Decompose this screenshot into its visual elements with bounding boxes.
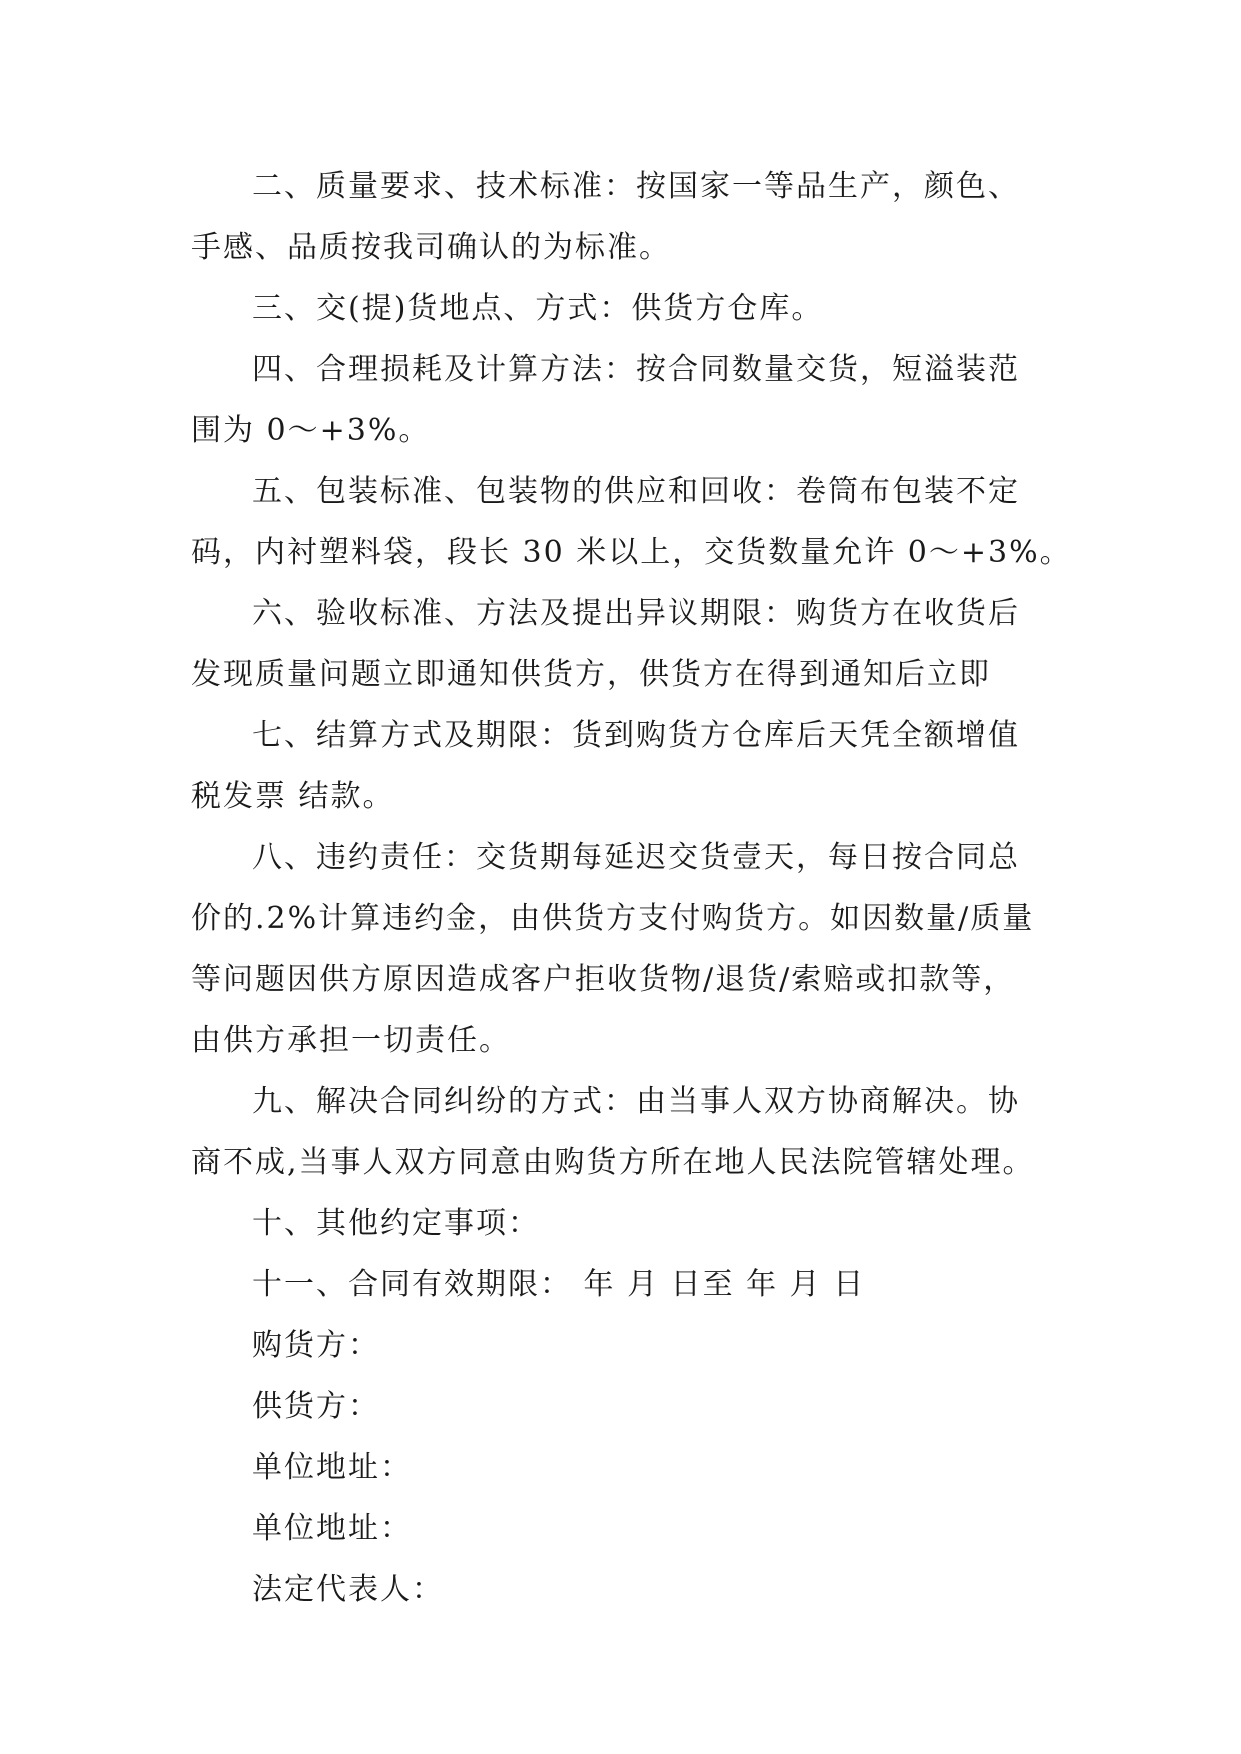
clause-line: 码，内衬塑料袋，段长 30 米以上，交货数量允许 0～+3%。 [191, 535, 1072, 570]
legal-rep-field [191, 1559, 1061, 1620]
clause-line: 三、交(提)货地点、方式：供货方仓库。 [252, 291, 824, 326]
clause-line: 价的.2%计算违约金，由供货方支付购货方。如因数量/质量 [191, 901, 1035, 936]
clause-line: 手感、品质按我司确认的为标准。 [191, 230, 671, 265]
clause-line: 围为 0～+3%。 [191, 413, 431, 448]
clause-10 [191, 1193, 1061, 1254]
clause-line: 十、其他约定事项： [252, 1206, 540, 1241]
clause-4 [191, 339, 1061, 461]
signature-label: 购货方： [252, 1328, 380, 1363]
clause-line: 二、质量要求、技术标准：按国家一等品生产，颜色、 [252, 169, 1020, 204]
supplier-field [191, 1376, 1061, 1437]
clause-line: 八、违约责任：交货期每延迟交货壹天，每日按合同总 [252, 840, 1020, 875]
clause-6 [191, 583, 1061, 705]
clause-7 [191, 705, 1061, 827]
clause-line: 六、验收标准、方法及提出异议期限：购货方在收货后 [252, 596, 1020, 631]
signature-label: 法定代表人： [252, 1572, 444, 1607]
clause-line: 商不成,当事人双方同意由购货方所在地人民法院管辖处理。 [191, 1145, 1035, 1180]
clause-line: 税发票 结款。 [191, 779, 395, 814]
address-field [191, 1498, 1061, 1559]
clause-line: 五、包装标准、包装物的供应和回收：卷筒布包装不定 [252, 474, 1020, 509]
clause-line: 十一、合同有效期限： 年 月 日至 年 月 日 [252, 1267, 866, 1302]
clause-line: 七、结算方式及期限：货到购货方仓库后天凭全额增值 [252, 718, 1020, 753]
clause-line: 由供方承担一切责任。 [191, 1023, 511, 1058]
clause-line: 发现质量问题立即通知供货方，供货方在得到通知后立即 [191, 657, 991, 692]
clause-9 [191, 1071, 1061, 1193]
clause-line: 等问题因供方原因造成客户拒收货物/退货/索赔或扣款等， [191, 962, 1016, 997]
buyer-field [191, 1315, 1061, 1376]
signature-label: 单位地址： [252, 1450, 412, 1485]
signature-label: 单位地址： [252, 1511, 412, 1546]
clause-line: 九、解决合同纠纷的方式：由当事人双方协商解决。协 [252, 1084, 1020, 1119]
address-field [191, 1437, 1061, 1498]
clause-11 [191, 1254, 1061, 1315]
clause-8 [191, 827, 1061, 1071]
clause-line: 四、合理损耗及计算方法：按合同数量交货，短溢装范 [252, 352, 1020, 387]
clause-5 [191, 461, 1072, 583]
clause-2 [191, 156, 1061, 278]
contract-page [191, 156, 1072, 1620]
clause-3 [191, 278, 1061, 339]
signature-label: 供货方： [252, 1389, 380, 1424]
